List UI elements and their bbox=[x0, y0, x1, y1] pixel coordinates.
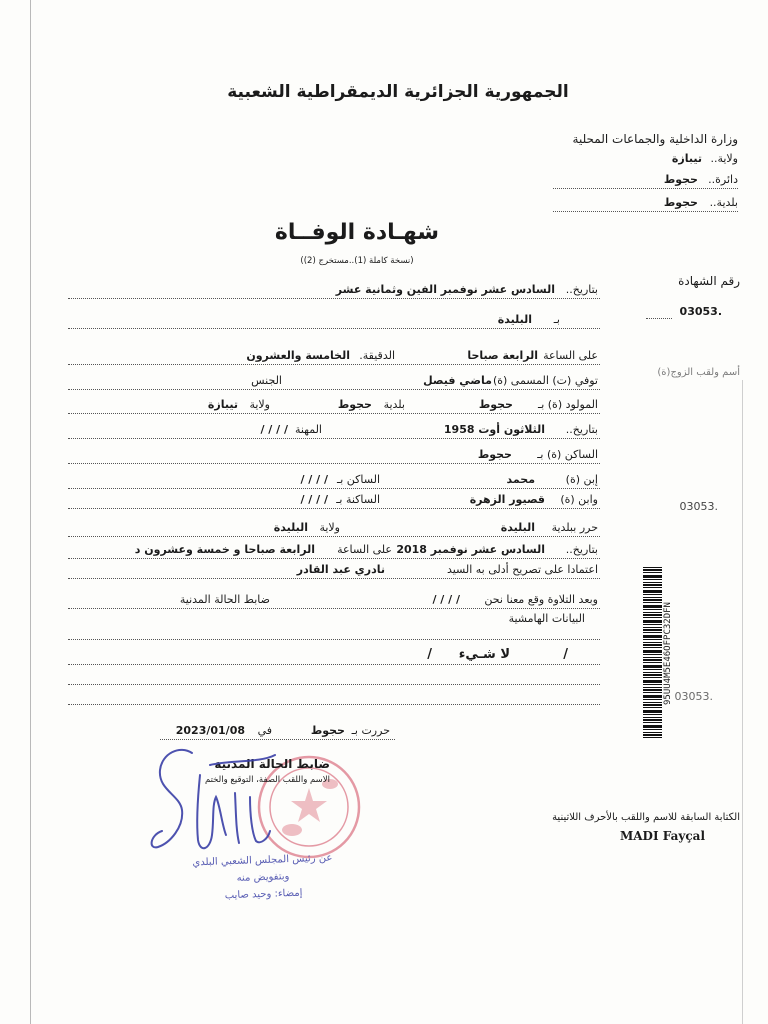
mother-row bbox=[68, 491, 600, 509]
officer-caption: الاسم واللقب الصفة، التوقيع والختم bbox=[204, 775, 330, 785]
deceased-label: توفي (ت) المسمى (ة) bbox=[492, 374, 598, 387]
issue-date-label: في bbox=[257, 724, 272, 737]
birth-date-row bbox=[68, 421, 600, 439]
signed-label: وبعد التلاوة وقع معنا نحن bbox=[484, 593, 598, 606]
drawn-up-wilaya-value: البليدة bbox=[273, 521, 308, 534]
certificate-number-leader bbox=[646, 318, 672, 319]
latin-name-label: الكتابة السابقة للاسم واللقب بالأحرف اللاتينية bbox=[552, 812, 740, 823]
blank-line bbox=[68, 622, 600, 640]
born-value: حجوط bbox=[478, 398, 513, 411]
daira-label: دائرة.. bbox=[708, 173, 738, 186]
drawn-up-hour-value: الرابعة صباحا و خمسة وعشرون د bbox=[134, 543, 315, 556]
marginal-notes-value: لا شـيء bbox=[458, 647, 510, 662]
stamp-line-3: إمضاء: وحيد صايب bbox=[224, 887, 303, 902]
birth-wilaya-label: ولاية bbox=[249, 398, 270, 411]
birthplace-row bbox=[68, 396, 600, 414]
slash-left: / bbox=[427, 647, 432, 662]
deceased-name: ماضي فيصل bbox=[423, 374, 492, 387]
latin-name-value: MADI Fayçal bbox=[619, 829, 705, 843]
father-residence-label: الساكن بـ bbox=[337, 473, 380, 486]
declaration-label: اعتمادا على تصريح أدلى به السيد bbox=[446, 563, 598, 576]
seal-star bbox=[291, 788, 327, 822]
blank-line bbox=[68, 687, 600, 705]
certificate-number: 03053. bbox=[679, 305, 722, 318]
daira-value: حجوط bbox=[663, 173, 698, 186]
signature-stroke bbox=[152, 750, 192, 848]
drawn-up-date-row bbox=[68, 541, 600, 559]
birth-commune-value: حجوط bbox=[337, 398, 372, 411]
certificate-subtitle: (نسخة كاملة (1)..مستخرج (2)) bbox=[300, 256, 414, 266]
death-date-label: بتاريخ.. bbox=[565, 283, 598, 296]
death-hour-label: على الساعة bbox=[543, 349, 598, 362]
daira-row bbox=[553, 171, 738, 189]
signature-stroke bbox=[210, 755, 275, 765]
barcode-code: 95UU4M5E46OFPC32DFN bbox=[663, 602, 673, 705]
death-hour-value: الرابعة صباحا bbox=[467, 349, 538, 362]
declaration-row bbox=[68, 561, 600, 579]
officer-title: ضابط الحالة المدنية bbox=[214, 757, 330, 771]
sex-label: الجنس bbox=[251, 374, 282, 387]
mother-residence-label: الساكنة بـ bbox=[336, 493, 380, 506]
death-place-label: بـ bbox=[553, 313, 560, 326]
blank-line bbox=[68, 667, 600, 685]
wilaya-row bbox=[553, 149, 738, 167]
certificate-number-repeat-lower: 03053. bbox=[674, 690, 713, 703]
signature-stroke bbox=[197, 775, 226, 848]
drawn-up-place-row bbox=[68, 519, 600, 537]
page-edge-right bbox=[742, 380, 743, 1024]
marginal-notes-label: البيانات الهامشية bbox=[508, 612, 585, 625]
residence-row bbox=[68, 446, 600, 464]
residence-label: الساكن (ة) بـ bbox=[537, 448, 598, 461]
barcode bbox=[643, 567, 662, 740]
mother-residence-value: / / / / bbox=[300, 493, 328, 506]
death-minute-label: الدقيقة. bbox=[359, 349, 395, 362]
signature-stroke bbox=[250, 797, 270, 842]
signature-stroke bbox=[235, 793, 239, 843]
page-edge-left bbox=[30, 0, 31, 1024]
spouse-name-label: أسم ولقب الزوج(ة) bbox=[657, 367, 740, 378]
profession-label: المهنة bbox=[294, 423, 322, 436]
birth-commune-label: بلدية bbox=[383, 398, 405, 411]
death-time-row bbox=[68, 347, 600, 365]
drawn-up-wilaya-label: ولاية bbox=[319, 521, 340, 534]
death-place-row bbox=[68, 311, 600, 329]
death-date-value: السادس عشر نوفمبر الفين وثمانية عشر bbox=[335, 283, 555, 296]
signed-value: / / / / bbox=[432, 593, 460, 606]
death-place-value: البليدة bbox=[497, 313, 532, 326]
certificate-title: شهـادة الوفــاة bbox=[274, 220, 440, 245]
father-residence-value: / / / / bbox=[300, 473, 328, 486]
marginal-notes-value-row bbox=[68, 647, 600, 665]
death-date-row bbox=[68, 281, 600, 299]
deceased-row bbox=[68, 372, 600, 390]
certificate-number-repeat: 03053. bbox=[679, 500, 718, 513]
commune-label: بلدية.. bbox=[709, 196, 738, 209]
profession-value: / / / / bbox=[260, 423, 288, 436]
ministry-line: وزارة الداخلية والجماعات المحلية bbox=[572, 132, 738, 146]
birth-wilaya-value: تيبازة bbox=[207, 398, 238, 411]
stamp-line-1: عن رئيس المجلس الشعبي البلدي bbox=[192, 852, 333, 869]
drawn-up-hour-label: على الساعة bbox=[337, 543, 392, 556]
birth-date-label: بتاريخ.. bbox=[565, 423, 598, 436]
signature bbox=[140, 735, 280, 860]
certificate-number-label: رقم الشهادة bbox=[678, 274, 740, 288]
issue-date-value: 2023/01/08 bbox=[175, 724, 245, 737]
wilaya-value: تيبازة bbox=[671, 152, 702, 165]
republic-heading: الجمهورية الجزائرية الديمقراطية الشعبية bbox=[227, 82, 569, 102]
drawn-up-date-label: بتاريخ.. bbox=[565, 543, 598, 556]
issue-place-label: حررت بـ bbox=[351, 724, 390, 737]
father-name: محمد bbox=[506, 473, 535, 486]
birth-date-value: الثلاثون أوت 1958 bbox=[443, 423, 545, 436]
commune-row bbox=[553, 194, 738, 212]
born-label: المولود (ة) بـ bbox=[537, 398, 598, 411]
drawn-up-commune-value: البليدة bbox=[500, 521, 535, 534]
civil-officer-label: ضابط الحالة المدنية bbox=[179, 593, 270, 606]
signed-row bbox=[68, 591, 600, 609]
commune-value: حجوط bbox=[663, 196, 698, 209]
son-of-label: إبن (ة) bbox=[565, 473, 598, 486]
declarant-name: نادري عبد القادر bbox=[296, 563, 385, 576]
drawn-up-date-value: السادس عشر نوفمبر 2018 bbox=[396, 543, 545, 556]
drawn-up-commune-label: حرر ببلدية bbox=[551, 521, 598, 534]
residence-value: حجوط bbox=[477, 448, 512, 461]
stamp-line-2: وبتفويض منه bbox=[236, 871, 290, 884]
and-son-of-label: وابن (ة) bbox=[560, 493, 598, 506]
slash-right: / bbox=[563, 647, 568, 662]
father-row bbox=[68, 471, 600, 489]
wilaya-label: ولاية.. bbox=[710, 152, 738, 165]
seal-smudge bbox=[282, 824, 302, 836]
death-minute-value: الخامسة والعشرون bbox=[246, 349, 350, 362]
issue-place-value: حجوط bbox=[310, 724, 345, 737]
mother-name: قصيور الزهرة bbox=[469, 493, 545, 506]
